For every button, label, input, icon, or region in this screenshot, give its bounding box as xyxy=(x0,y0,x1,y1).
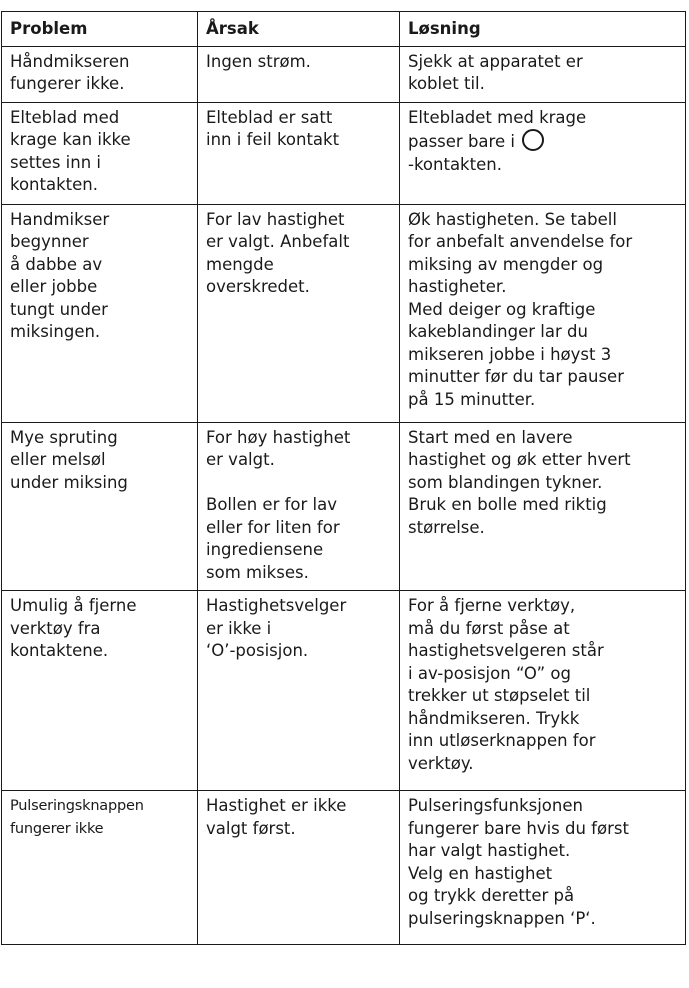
table-row xyxy=(2,204,686,422)
table-row xyxy=(2,46,686,102)
circle-icon xyxy=(522,129,544,151)
header-cause: Årsak xyxy=(198,12,400,47)
problem-cell: Pulseringsknappen fungerer ikke xyxy=(2,791,198,945)
problem-cell: Mye spruting eller melsøl under miksing xyxy=(2,422,198,591)
problem-cell: Umulig å fjerne verktøy fra kontaktene. xyxy=(2,591,198,791)
solution-cell: For å fjerne verktøy, må du først påse at hastighetsvelgeren står i av-posisjon “O” og trekker ut støpselet til håndmikseren. Trykk inn utløserknappen for verktøy. xyxy=(400,591,686,791)
solution-cell xyxy=(400,102,686,204)
solution-text-after: -kontakten. xyxy=(408,154,502,174)
cause-cell: Hastighet er ikke valgt først. xyxy=(198,791,400,945)
solution-cell: Start med en lavere hastighet og øk etter hvert som blandingen tykner. Bruk en bolle med riktig størrelse. xyxy=(400,422,686,591)
header-problem: Problem xyxy=(2,12,198,47)
cause-cell: For høy hastighet er valgt. Bollen er for lav eller for liten for ingrediensene som mikses. xyxy=(198,422,400,591)
problem-cell: Elteblad med krage kan ikke settes inn i kontakten. xyxy=(2,102,198,204)
cause-cell: For lav hastighet er valgt. Anbefalt mengde overskredet. xyxy=(198,204,400,422)
cause-cell: Elteblad er satt inn i feil kontakt xyxy=(198,102,400,204)
cause-cell: Ingen strøm. xyxy=(198,46,400,102)
cause-cell: Hastighetsvelger er ikke i ‘O’-posisjon. xyxy=(198,591,400,791)
solution-cell: Øk hastigheten. Se tabell for anbefalt anvendelse for miksing av mengder og hastigheter. Med deiger og kraftige kakeblandinger lar du mikseren jobbe i høyst 3 minutter før du tar pauser på 15 minutter. xyxy=(400,204,686,422)
table-header-row xyxy=(2,12,686,47)
table-row xyxy=(2,591,686,791)
solution-cell: Sjekk at apparatet er koblet til. xyxy=(400,46,686,102)
header-solution: Løsning xyxy=(400,12,686,47)
table-row xyxy=(2,102,686,204)
table-row xyxy=(2,791,686,945)
troubleshooting-table xyxy=(1,11,686,945)
solution-text-before: Eltebladet med krage passer bare i xyxy=(408,107,587,151)
problem-cell: Håndmikseren fungerer ikke. xyxy=(2,46,198,102)
solution-cell: Pulseringsfunksjonen fungerer bare hvis du først har valgt hastighet. Velg en hastighet og trykk deretter på pulseringsknappen ‘P‘. xyxy=(400,791,686,945)
table-row xyxy=(2,422,686,591)
problem-cell: Handmikser begynner å dabbe av eller jobbe tungt under miksingen. xyxy=(2,204,198,422)
